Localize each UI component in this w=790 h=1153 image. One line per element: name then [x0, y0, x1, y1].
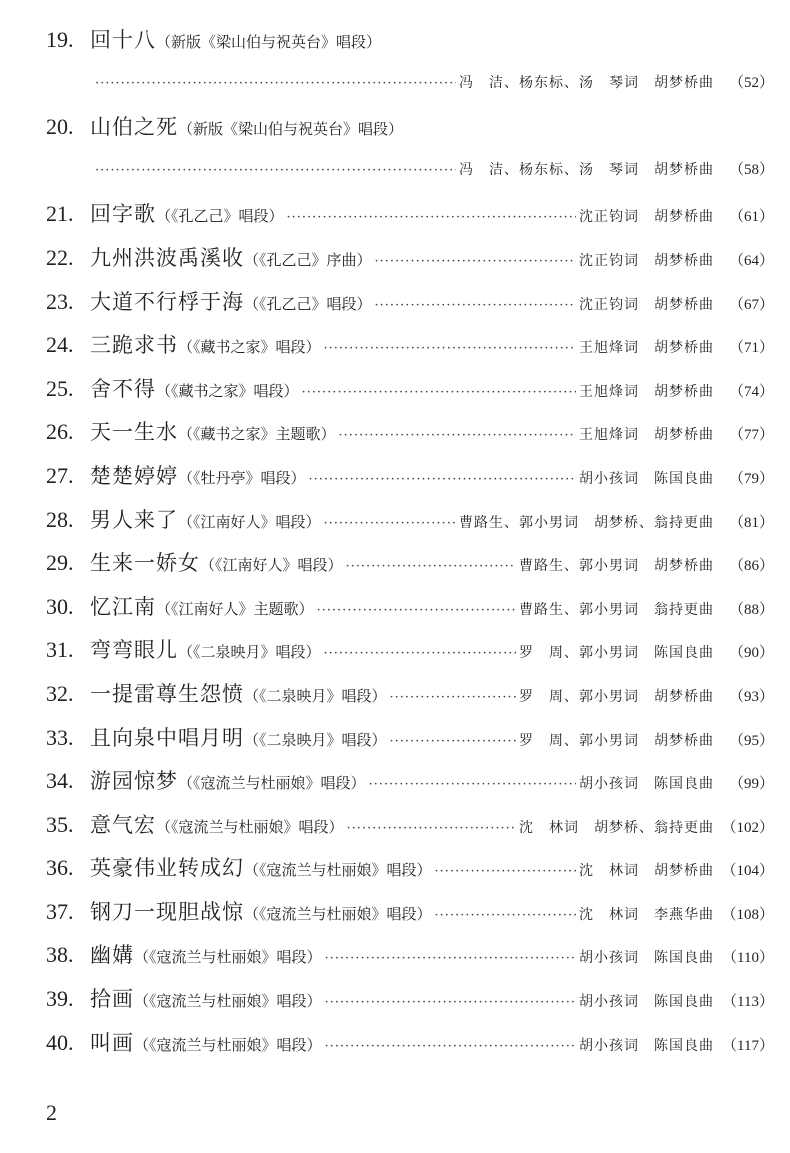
entry-page: （71）: [728, 340, 774, 357]
entry-credits: 曹路生、郭小男词 翁持更曲: [519, 601, 714, 618]
entry-number: 31.: [46, 637, 74, 663]
leader-dots: [390, 676, 516, 720]
leader-dots: [302, 371, 576, 415]
entry-page: （104）: [721, 863, 774, 880]
entry-title: 且向泉中唱月明: [90, 725, 244, 750]
entry-credits: 沈正钧词 胡梦桥曲: [579, 296, 714, 313]
entry-credits: 罗 周、郭小男词 胡梦桥曲: [519, 688, 714, 705]
entry-source: （《江南好人》唱段）: [200, 556, 343, 575]
entry-page: （95）: [728, 732, 774, 749]
toc-entry: [46, 541, 774, 585]
toc-entry-continuation: [46, 62, 774, 106]
toc-entry: [46, 716, 774, 760]
entry-page: （110）: [722, 950, 774, 967]
page-number: 2: [46, 1100, 57, 1125]
entry-number: 19.: [46, 27, 74, 52]
entry-credits: 冯 洁、杨东标、汤 琴词 胡梦桥曲: [459, 74, 714, 91]
entry-title: 忆江南: [90, 594, 156, 619]
entry-credits: 沈 林词 胡梦桥、翁持更曲: [519, 819, 714, 836]
entry-title: 生来一娇女: [90, 551, 200, 576]
entry-source: （《江南好人》主题歌）: [156, 599, 314, 618]
toc-entry-continuation: [46, 149, 774, 193]
entry-title: 男人来了: [90, 507, 178, 532]
entry-source: （《孔乙己》唱段）: [244, 294, 372, 313]
entry-source: （《孔乙己》唱段）: [156, 207, 284, 226]
entry-source: （《藏书之家》唱段）: [178, 338, 321, 357]
entry-page: （79）: [728, 470, 774, 487]
entry-number: 29.: [46, 550, 74, 576]
toc-entry: [46, 890, 774, 934]
entry-page: （99）: [728, 776, 774, 793]
leader-dots: [325, 1025, 576, 1069]
toc-entry: [46, 628, 774, 672]
entry-source: （《寇流兰与杜丽娘》唱段）: [134, 1035, 322, 1054]
entry-title: 大道不行桴于海: [90, 289, 244, 314]
entry-title: 回十八: [90, 28, 156, 52]
leader-dots: [347, 807, 516, 851]
entry-source: （《江南好人》唱段）: [178, 512, 321, 531]
entry-page: （113）: [722, 994, 774, 1011]
table-of-contents: [46, 18, 774, 1064]
entry-title: 九州洪波禹溪收: [90, 245, 244, 270]
toc-entry: [46, 323, 774, 367]
entry-credits: 胡小孩词 陈国良曲: [579, 950, 714, 967]
entry-page: （64）: [728, 252, 774, 269]
entry-number: 20.: [46, 114, 74, 140]
toc-entry: [46, 236, 774, 280]
entry-credits: 冯 洁、杨东标、汤 琴词 胡梦桥曲: [459, 161, 714, 178]
entry-source: （《藏书之家》唱段）: [156, 381, 299, 400]
leader-dots: [375, 284, 576, 328]
entry-source: （《寇流兰与杜丽娘》唱段）: [156, 817, 344, 836]
entry-page: （90）: [728, 645, 774, 662]
entry-number: 21.: [46, 201, 74, 227]
leader-dots: [346, 545, 516, 589]
leader-dots: [339, 414, 576, 458]
entry-source: （《寇流兰与杜丽娘》唱段）: [134, 948, 322, 967]
leader-dots: [435, 894, 576, 938]
entry-page: （77）: [728, 427, 774, 444]
entry-credits: 王旭烽词 胡梦桥曲: [579, 383, 714, 400]
entry-source: （新版《梁山伯与祝英台》唱段）: [178, 120, 404, 139]
entry-page: （86）: [728, 558, 774, 575]
entry-number: 23.: [46, 288, 74, 314]
entry-number: 33.: [46, 724, 74, 750]
entry-credits: 王旭烽词 胡梦桥曲: [579, 340, 714, 357]
entry-number: 35.: [46, 811, 74, 837]
entry-number: 25.: [46, 375, 74, 401]
entry-title: 叫画: [90, 1030, 134, 1055]
entry-title: 舍不得: [90, 376, 156, 401]
entry-credits: 曹路生、郭小男词 胡梦桥、翁持更曲: [459, 514, 714, 531]
entry-number: 39.: [46, 986, 74, 1012]
entry-number: 37.: [46, 898, 74, 924]
toc-entry: [46, 759, 774, 803]
leader-dots: [369, 763, 576, 807]
leader-dots: [324, 502, 456, 546]
entry-number: 34.: [46, 768, 74, 794]
entry-title: 楚楚婷婷: [90, 463, 178, 488]
entry-title: 意气宏: [90, 812, 156, 837]
leader-dots: [95, 149, 456, 193]
toc-entry: [46, 192, 774, 236]
toc-entry: [46, 933, 774, 977]
toc-entry: [46, 672, 774, 716]
entry-source: （《二泉映月》唱段）: [244, 686, 387, 705]
toc-entry: [46, 585, 774, 629]
entry-page: （88）: [728, 601, 774, 618]
entry-credits: 罗 周、郭小男词 胡梦桥曲: [519, 732, 714, 749]
toc-entry: [46, 454, 774, 498]
toc-entry: [46, 280, 774, 324]
leader-dots: [317, 589, 516, 633]
entry-number: 38.: [46, 942, 74, 968]
entry-title: 游园惊梦: [90, 769, 178, 794]
entry-number: 24.: [46, 332, 74, 358]
entry-credits: 胡小孩词 陈国良曲: [579, 994, 714, 1011]
entry-title: 三跪求书: [90, 333, 178, 358]
leader-dots: [325, 981, 576, 1025]
entry-credits: 曹路生、郭小男词 胡梦桥曲: [519, 558, 714, 575]
entry-page: （61）: [728, 209, 774, 226]
leader-dots: [390, 720, 516, 764]
entry-number: 22.: [46, 244, 74, 270]
entry-source: （新版《梁山伯与祝英台》唱段）: [156, 33, 382, 51]
entry-title: 天一生水: [90, 420, 178, 445]
entry-title: 拾画: [90, 987, 134, 1012]
entry-page: （93）: [728, 688, 774, 705]
entry-page: （74）: [728, 383, 774, 400]
entry-source: （《寇流兰与杜丽娘》唱段）: [244, 904, 432, 923]
entry-title: 一提雷尊生怨愤: [90, 681, 244, 706]
entry-number: 40.: [46, 1029, 74, 1055]
toc-entry: [46, 367, 774, 411]
leader-dots: [325, 937, 576, 981]
entry-credits: 胡小孩词 陈国良曲: [579, 776, 714, 793]
entry-title: 钢刀一现胆战惊: [90, 899, 244, 924]
entry-number: 32.: [46, 680, 74, 706]
entry-credits: 胡小孩词 陈国良曲: [579, 470, 714, 487]
entry-page: （81）: [728, 514, 774, 531]
entry-title: 回字歌: [90, 202, 156, 227]
toc-entry: [46, 498, 774, 542]
toc-entry: [46, 846, 774, 890]
leader-dots: [324, 327, 576, 371]
entry-title: 弯弯眼儿: [90, 638, 178, 663]
entry-title: 英豪伟业转成幻: [90, 856, 244, 881]
leader-dots: [95, 62, 456, 106]
entry-page: （67）: [728, 296, 774, 313]
entry-number: 36.: [46, 855, 74, 881]
leader-dots: [287, 196, 576, 240]
entry-number: 26.: [46, 419, 74, 445]
entry-source: （《寇流兰与杜丽娘》唱段）: [134, 992, 322, 1011]
leader-dots: [435, 850, 576, 894]
entry-page: （52）: [728, 74, 774, 91]
entry-source: （《藏书之家》主题歌）: [178, 425, 336, 444]
entry-source: （《二泉映月》唱段）: [244, 730, 387, 749]
entry-credits: 王旭烽词 胡梦桥曲: [579, 427, 714, 444]
leader-dots: [309, 458, 576, 502]
toc-entry: [46, 1021, 774, 1065]
entry-credits: 沈 林词 李燕华曲: [579, 906, 714, 923]
entry-page: （102）: [721, 819, 774, 836]
entry-credits: 罗 周、郭小男词 陈国良曲: [519, 645, 714, 662]
entry-number: 30.: [46, 593, 74, 619]
entry-number: 27.: [46, 462, 74, 488]
toc-entry: [46, 18, 774, 62]
toc-entry: [46, 105, 774, 149]
toc-entry: [46, 410, 774, 454]
entry-page: （117）: [722, 1037, 774, 1054]
entry-source: （《寇流兰与杜丽娘》唱段）: [244, 861, 432, 880]
entry-credits: 沈 林词 胡梦桥曲: [579, 863, 714, 880]
entry-page: （108）: [721, 906, 774, 923]
entry-source: （《二泉映月》唱段）: [178, 643, 321, 662]
entry-credits: 沈正钧词 胡梦桥曲: [579, 209, 714, 226]
toc-entry: [46, 803, 774, 847]
leader-dots: [324, 632, 516, 676]
entry-title: 山伯之死: [90, 115, 178, 140]
leader-dots: [375, 240, 576, 284]
entry-page: （58）: [728, 161, 774, 178]
toc-entry: [46, 977, 774, 1021]
entry-source: （《寇流兰与杜丽娘》唱段）: [178, 774, 366, 793]
entry-number: 28.: [46, 506, 74, 532]
entry-source: （《孔乙己》序曲）: [244, 250, 372, 269]
entry-title: 幽媾: [90, 943, 134, 968]
entry-credits: 沈正钧词 胡梦桥曲: [579, 252, 714, 269]
entry-credits: 胡小孩词 陈国良曲: [579, 1037, 714, 1054]
entry-source: （《牡丹亭》唱段）: [178, 468, 306, 487]
